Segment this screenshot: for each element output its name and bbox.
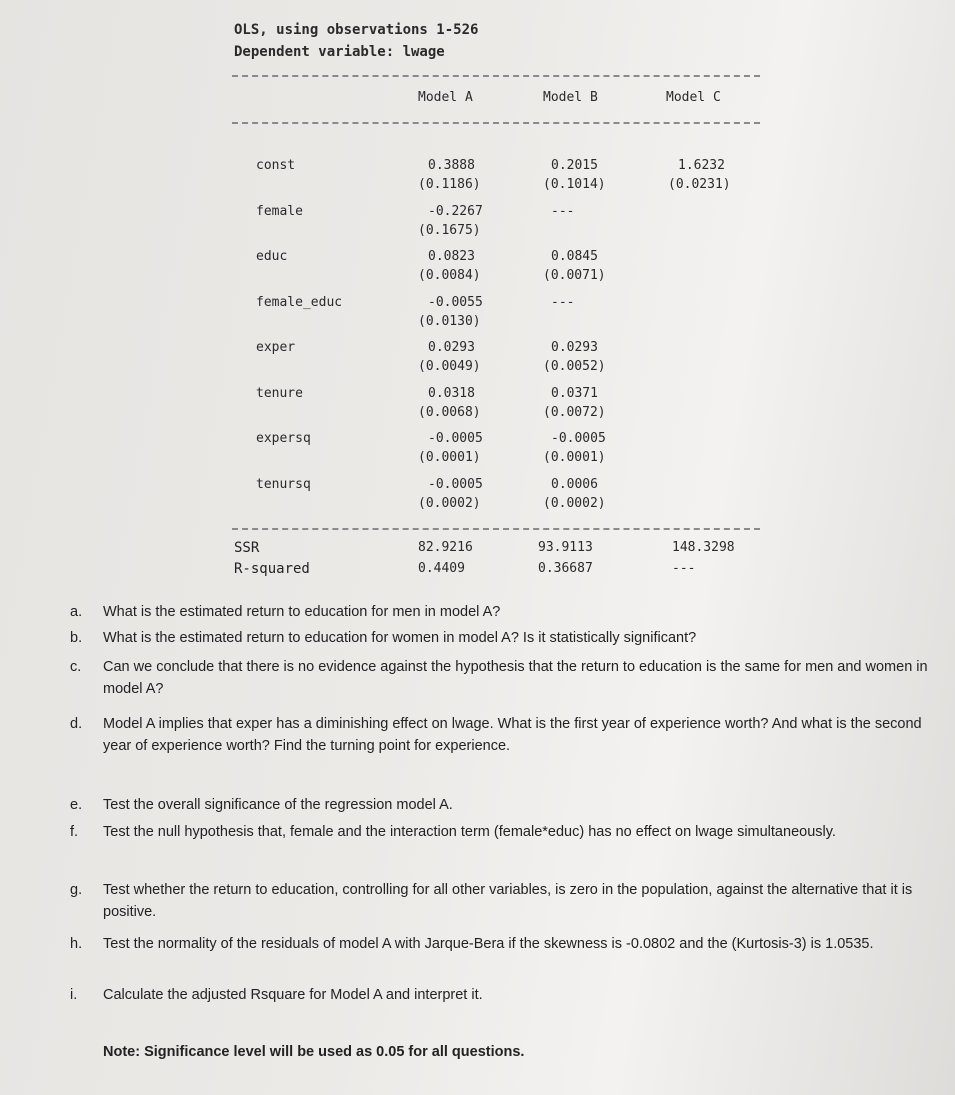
- question-item: [70, 657, 940, 700]
- variable-name: tenure: [256, 385, 303, 401]
- summary-label: SSR: [234, 540, 260, 556]
- question-letter: c.: [70, 659, 82, 675]
- question-text: Can we conclude that there is no evidence against the hypothesis that the return to education is the same for men and women in model A?: [103, 659, 928, 697]
- coef-model-b: -0.0005: [551, 431, 606, 446]
- coef-model-a: -0.2267: [428, 203, 483, 219]
- question-letter: g.: [70, 882, 83, 898]
- se-model-a: (0.0130): [418, 313, 481, 329]
- variable-name: exper: [256, 340, 296, 355]
- question-letter: i.: [70, 987, 78, 1003]
- coef-model-a: 0.3888: [428, 158, 475, 173]
- question-item: [70, 934, 940, 956]
- question-item: [70, 602, 940, 624]
- question-text: Model A implies that exper has a diminishing effect on lwage. What is the first year of experience worth? And what is the second year of experience worth? Find the turning point for experience.: [103, 716, 922, 754]
- question-letter: d.: [70, 716, 83, 732]
- question-text: Test whether the return to education, controlling for all other variables, is zero in the population, against the alternative that it is positive.: [103, 882, 913, 920]
- se-model-b: (0.0052): [543, 359, 606, 374]
- question-item: [70, 628, 940, 650]
- se-model-a: (0.0049): [418, 359, 481, 374]
- coef-model-b: 0.0293: [551, 340, 598, 355]
- table-divider-top: [232, 75, 760, 77]
- significance-note: Note: Significance level will be used as 0.05 for all questions.: [103, 1044, 525, 1060]
- coef-model-b: 0.0006: [551, 476, 598, 492]
- coef-model-a: 0.0318: [428, 385, 475, 401]
- coef-model-a: 0.0823: [428, 249, 475, 264]
- coef-model-c: 1.6232: [678, 158, 725, 173]
- se-model-b: (0.0001): [543, 450, 606, 465]
- summary-label: R-squared: [234, 561, 310, 577]
- variable-name: tenursq: [256, 476, 311, 492]
- variable-name: female_educ: [256, 294, 343, 310]
- question-item: [70, 822, 940, 844]
- coef-model-a: -0.0005: [428, 476, 483, 492]
- question-letter: e.: [70, 797, 83, 813]
- coef-model-a: -0.0005: [428, 431, 483, 446]
- se-model-a: (0.1186): [418, 177, 481, 192]
- question-text: What is the estimated return to education for men in model A?: [103, 604, 501, 620]
- coef-model-b: ---: [551, 203, 575, 219]
- se-model-c: (0.0231): [668, 177, 731, 192]
- se-model-a: (0.0002): [418, 495, 481, 511]
- table-divider-bottom: [232, 528, 760, 530]
- summary-model-a: 82.9216: [418, 540, 473, 555]
- question-item: [70, 795, 940, 817]
- summary-model-b: 93.9113: [538, 540, 593, 555]
- table-divider-header: [232, 122, 760, 124]
- question-text: What is the estimated return to education for women in model A? Is it statistically significant?: [103, 630, 697, 646]
- column-header-model-c: Model C: [666, 90, 721, 105]
- question-letter: a.: [70, 604, 83, 620]
- question-item: [70, 714, 940, 757]
- column-header-model-a: Model A: [418, 90, 473, 105]
- se-model-b: (0.0072): [543, 404, 606, 420]
- coef-model-b: 0.2015: [551, 158, 598, 173]
- variable-name: const: [256, 158, 296, 173]
- summary-model-c: 148.3298: [672, 540, 735, 555]
- coef-model-b: 0.0845: [551, 249, 598, 264]
- summary-model-a: 0.4409: [418, 561, 465, 576]
- ols-title: OLS, using observations 1-526: [234, 22, 479, 38]
- variable-name: female: [256, 203, 303, 219]
- coef-model-a: -0.0055: [428, 294, 483, 310]
- question-text: Test the null hypothesis that, female and the interaction term (female*educ) has no effect on lwage simultaneously.: [103, 824, 836, 840]
- dependent-variable: Dependent variable: lwage: [234, 44, 445, 60]
- coef-model-a: 0.0293: [428, 340, 475, 355]
- se-model-a: (0.0084): [418, 268, 481, 283]
- question-letter: h.: [70, 936, 83, 952]
- question-text: Test the overall significance of the regression model A.: [103, 797, 453, 813]
- coef-model-b: 0.0371: [551, 385, 598, 401]
- question-letter: b.: [70, 630, 83, 646]
- question-letter: f.: [70, 824, 79, 840]
- summary-model-b: 0.36687: [538, 561, 593, 576]
- coef-model-b: ---: [551, 294, 575, 310]
- variable-name: educ: [256, 249, 288, 264]
- question-item: [70, 985, 940, 1007]
- question-text: Calculate the adjusted Rsquare for Model A and interpret it.: [103, 987, 483, 1003]
- se-model-a: (0.1675): [418, 222, 481, 238]
- se-model-b: (0.0002): [543, 495, 606, 511]
- column-header-model-b: Model B: [543, 90, 598, 105]
- question-text: Test the normality of the residuals of model A with Jarque-Bera if the skewness is -0.0802 and the (Kurtosis-3) is 1.0535.: [103, 936, 874, 952]
- variable-name: expersq: [256, 431, 311, 446]
- se-model-b: (0.1014): [543, 177, 606, 192]
- se-model-b: (0.0071): [543, 268, 606, 283]
- se-model-a: (0.0001): [418, 450, 481, 465]
- summary-model-c: ---: [672, 561, 696, 576]
- se-model-a: (0.0068): [418, 404, 481, 420]
- question-item: [70, 880, 940, 923]
